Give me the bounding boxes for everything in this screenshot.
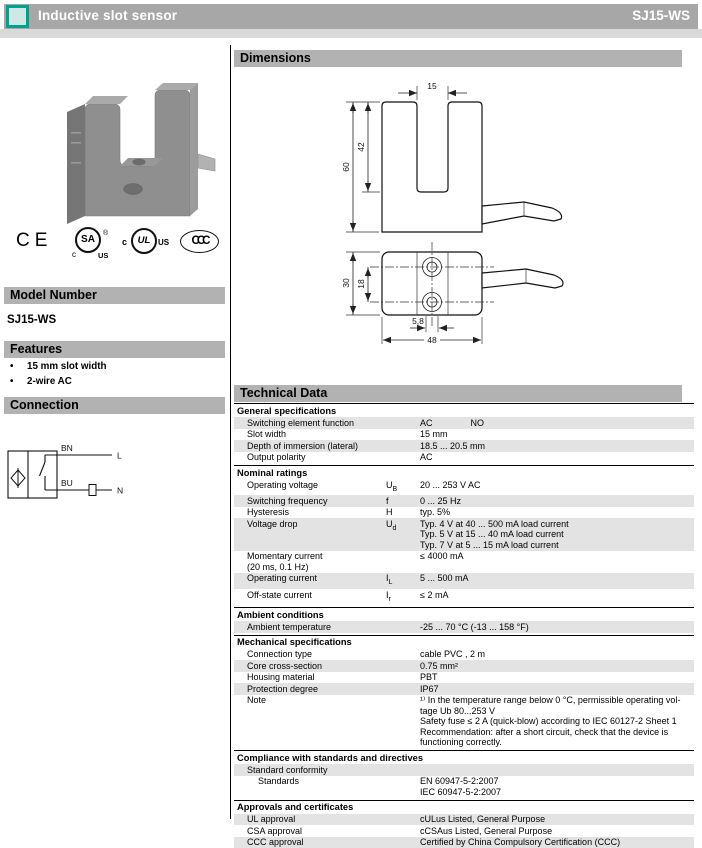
dim-slot-width: 15 xyxy=(427,81,437,91)
header-bar xyxy=(4,4,698,29)
product-photo xyxy=(25,50,217,226)
wire-l-label: L xyxy=(117,450,122,461)
row-value: 0 ... 25 Hz xyxy=(420,495,462,506)
table-row xyxy=(234,825,694,837)
brand-square-icon xyxy=(6,5,29,28)
ul-c-label: c xyxy=(122,237,128,247)
feature-item xyxy=(10,361,106,372)
technical-data-heading: Technical Data xyxy=(234,385,682,402)
table-section-header: Nominal ratings xyxy=(234,465,694,479)
feature-item-label: 15 mm slot width xyxy=(27,361,107,372)
wire-n-label: N xyxy=(117,485,124,496)
row-value: PBT xyxy=(420,672,438,683)
row-label: Operating voltage xyxy=(247,479,319,490)
row-symbol xyxy=(386,765,420,776)
row-label: Protection degree xyxy=(247,683,319,694)
table-row xyxy=(234,683,694,695)
row-symbol: $U_d$ xyxy=(386,518,397,532)
row-value: 15 mm xyxy=(420,429,448,439)
row-value: typ. 5% xyxy=(420,507,451,518)
row-value: Certified by China Compulsory Certification (CCC) xyxy=(420,837,621,848)
dim-hole-offset: 5,8 xyxy=(412,316,424,326)
table-section-header: Mechanical specifications xyxy=(234,635,694,649)
table-section-header: Approvals and certificates xyxy=(234,800,694,814)
table-row xyxy=(234,621,694,633)
ul-mark-icon: UL xyxy=(131,228,157,254)
table-row xyxy=(234,417,694,429)
row-value: EN 60947-5-2:2007 IEC 60947-5-2:2007 xyxy=(420,776,502,797)
model-number-value: SJ15-WS xyxy=(7,314,57,326)
table-row xyxy=(234,649,694,661)
row-label: Depth of immersion (lateral) xyxy=(247,440,359,451)
wire-bn-label: BN xyxy=(61,443,73,453)
table-row xyxy=(234,695,694,749)
row-symbol xyxy=(386,649,420,660)
bullet-icon: • xyxy=(10,361,14,372)
row-label: Off-state current xyxy=(247,589,312,600)
row-label: Output polarity xyxy=(247,452,306,462)
table-section-header: Ambient conditions xyxy=(234,607,694,621)
dimensions-heading: Dimensions xyxy=(234,50,682,67)
row-value: cULus Listed, General Purpose xyxy=(420,814,546,825)
row-value: IP67 xyxy=(420,683,439,694)
row-symbol xyxy=(386,672,420,683)
row-label: Momentary current (20 ms, 0.1 Hz) xyxy=(247,551,323,572)
row-value: 5 ... 500 mA xyxy=(420,573,469,584)
dimension-drawing xyxy=(234,70,694,382)
table-section-header: General specifications xyxy=(234,403,694,417)
row-symbol xyxy=(386,826,420,837)
row-symbol xyxy=(386,814,420,825)
row-symbol xyxy=(386,418,420,429)
table-row xyxy=(234,672,694,684)
feature-item-label: 2-wire AC xyxy=(27,376,72,387)
row-value: AC xyxy=(420,452,433,462)
table-row xyxy=(234,660,694,672)
row-value: cable PVC , 2 m xyxy=(420,649,486,660)
ce-mark-icon: CE xyxy=(16,230,53,251)
row-symbol xyxy=(386,429,420,440)
row-symbol xyxy=(386,837,420,848)
row-value: 0.75 mm² xyxy=(420,660,459,671)
row-label: Slot width xyxy=(247,429,287,439)
table-row xyxy=(234,589,694,605)
row-symbol xyxy=(386,776,420,797)
row-label: CCC approval xyxy=(247,837,304,848)
dim-width: 48 xyxy=(427,335,437,345)
row-symbol xyxy=(386,684,420,695)
row-symbol: H xyxy=(386,507,393,518)
row-symbol xyxy=(386,441,420,452)
row-label: Housing material xyxy=(247,672,315,683)
dim-hole-spacing: 18 xyxy=(356,279,366,289)
technical-data-table xyxy=(234,403,694,848)
row-symbol xyxy=(386,661,420,672)
dim-depth: 30 xyxy=(341,278,351,288)
row-label: UL approval xyxy=(247,814,296,825)
csa-c-label: c xyxy=(72,250,76,259)
features-heading: Features xyxy=(4,341,225,358)
row-symbol xyxy=(386,551,420,572)
row-label: Operating current xyxy=(247,573,318,584)
row-symbol: $I_r$ xyxy=(386,589,391,603)
table-section-header: Compliance with standards and directives xyxy=(234,750,694,764)
row-symbol xyxy=(386,622,420,633)
table-row xyxy=(234,452,694,464)
row-value: Typ. 4 V at 40 ... 500 mA load current Typ. 5 V at 15 ... 40 mA load current Typ. 7 V at 5 ... 15 mA load current xyxy=(420,518,569,550)
row-value: 20 ... 253 V AC xyxy=(420,479,481,490)
row-symbol: $I_L$ xyxy=(386,573,393,587)
row-symbol xyxy=(386,452,420,463)
header-substrip xyxy=(0,29,702,38)
row-label: Voltage drop xyxy=(247,518,298,529)
table-row xyxy=(234,764,694,776)
row-value: ¹⁾ In the temperature range below 0 °C, permissible operating vol- tage Ub 80...253 V Safety fuse ≤ 2 A (quick-blow) according to IEC 60127-2 Sheet 1 Recommendation: after a short circuit, check that the device is functioning correctly. xyxy=(420,695,681,748)
table-row xyxy=(234,814,694,826)
row-label: Note xyxy=(247,695,267,706)
row-label: Ambient temperature xyxy=(247,621,332,632)
row-label: CSA approval xyxy=(247,825,303,836)
column-divider xyxy=(230,45,231,819)
row-value: -25 ... 70 °C (-13 ... 158 °F) xyxy=(420,621,529,632)
table-row xyxy=(234,837,694,848)
row-label: Hysteresis xyxy=(247,507,290,518)
connection-diagram xyxy=(2,438,228,510)
row-label: Switching element function xyxy=(247,417,355,428)
row-label: Connection type xyxy=(247,649,313,660)
table-row xyxy=(234,479,694,495)
row-value: cCSAus Listed, General Purpose xyxy=(420,825,553,836)
wire-bu-label: BU xyxy=(61,478,73,488)
connection-heading: Connection xyxy=(4,397,225,414)
dim-slot-depth: 42 xyxy=(356,142,366,152)
row-value: ≤ 4000 mA xyxy=(420,551,464,562)
row-label: Switching frequency xyxy=(247,495,328,506)
ul-us-label: US xyxy=(158,238,170,247)
csa-us-label: US xyxy=(98,251,109,260)
row-symbol: $U_B$ xyxy=(386,479,398,493)
ccc-mark-icon: CCC xyxy=(180,230,219,253)
row-label: Standard conformity xyxy=(247,764,328,775)
model-number-heading: Model Number xyxy=(4,287,225,304)
table-row xyxy=(234,573,694,589)
table-row xyxy=(234,429,694,441)
row-value: 18.5 ... 20.5 mm xyxy=(420,440,486,451)
header-model-number: SJ15-WS xyxy=(632,8,690,23)
dim-height: 60 xyxy=(341,162,351,172)
table-row xyxy=(234,518,694,551)
row-value: ≤ 2 mA xyxy=(420,589,449,600)
page-title: Inductive slot sensor xyxy=(38,8,178,23)
row-value: AC NO xyxy=(420,417,485,428)
row-label: Core cross-section xyxy=(247,660,323,671)
csa-mark-icon: SA xyxy=(75,227,101,253)
table-row xyxy=(234,507,694,519)
table-row xyxy=(234,440,694,452)
row-symbol: f xyxy=(386,495,389,506)
csa-registered-icon: ® xyxy=(103,230,109,237)
certification-logos xyxy=(0,226,230,260)
row-label: Standards xyxy=(258,776,300,787)
table-row xyxy=(234,495,694,507)
bullet-icon: • xyxy=(10,376,14,387)
row-value xyxy=(420,765,694,776)
row-symbol xyxy=(386,695,420,748)
feature-item xyxy=(10,376,72,387)
table-row xyxy=(234,776,694,798)
table-row xyxy=(234,551,694,573)
